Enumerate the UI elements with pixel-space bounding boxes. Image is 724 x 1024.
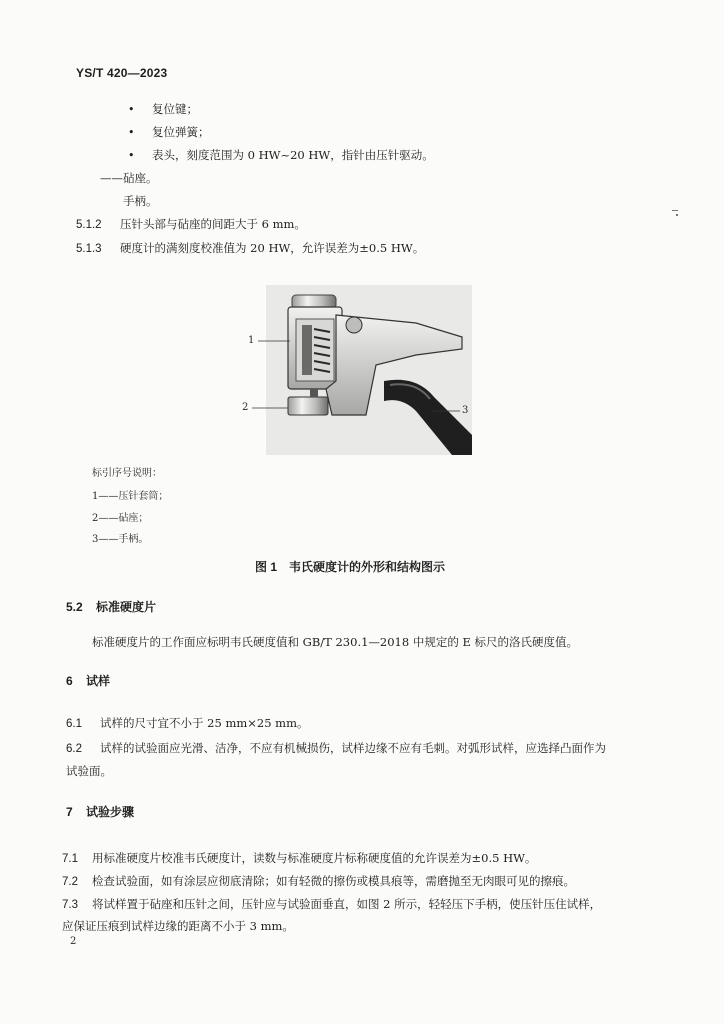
bullet-dot-icon: •: [128, 149, 135, 162]
section-heading-5-2: [66, 598, 156, 615]
legend-item: 1——压针套筒；: [92, 491, 169, 502]
clause-7-2: [62, 873, 575, 889]
clause-7-1: [62, 850, 536, 866]
bullet-dot-icon: •: [128, 103, 135, 116]
clause-text: 试样的尺寸宜不小于 25 mm×25 mm。: [100, 716, 309, 730]
clause-text: 压针头部与砧座的间距大于 6 mm。: [120, 217, 306, 231]
clause-number: 5.1.2: [76, 219, 102, 231]
clause-number: 7.1: [62, 853, 78, 865]
bullet-text: 表头，刻度范围为 0 HW~20 HW，指针由压针驱动。: [152, 148, 434, 162]
clause-number: 7.3: [62, 899, 78, 911]
section-number: 7: [66, 805, 73, 819]
clause-text: 将试样置于砧座和压针之间，压针应与试验面垂直，如图 2 所示，轻轻压下手柄，使压针压住试样，: [92, 897, 602, 911]
section-number: 5.2: [66, 600, 83, 614]
section-title: 试样: [86, 674, 111, 688]
section-number: 6: [66, 674, 73, 688]
bullet-text: 复位键；: [152, 102, 198, 116]
dash-text: 砧座。: [123, 171, 158, 185]
clause-6-2-continued: 试验面。: [66, 764, 112, 778]
clause-text: 硬度计的满刻度校准值为 20 HW，允许误差为±0.5 HW。: [120, 241, 425, 255]
section-body-5-2: 标准硬度片的工作面应标明韦氏硬度值和 GB/T 230.1—2018 中规定的 E 标尺的洛氏硬度值。: [92, 635, 579, 649]
clause-7-3-continued: 应保证压痕到试样边缘的距离不小于 3 mm。: [62, 919, 294, 933]
standard-code-header: YS/T 420—2023: [76, 66, 168, 80]
scan-speck: [676, 214, 678, 216]
bullet-text: 复位弹簧；: [152, 125, 210, 139]
clause-7-3: [62, 896, 601, 912]
dash-text: 手柄。: [123, 194, 158, 208]
clause-number: 6.2: [66, 743, 82, 755]
page-number: 2: [70, 936, 77, 947]
legend-item: 2——砧座；: [92, 513, 149, 524]
clause-text: 试样的试验面应光滑、洁净，不应有机械损伤，试样边缘不应有毛刺。对弧形试样，应选择凸面作为: [100, 741, 606, 755]
scan-speck: [672, 210, 678, 211]
clause-number: 7.2: [62, 876, 78, 888]
section-title: 试验步骤: [86, 805, 135, 819]
dash-prefix: ——: [100, 171, 123, 185]
figure-caption: 图 1 韦氏硬度计的外形和结构图示: [255, 560, 446, 574]
section-heading-6: [66, 672, 110, 689]
clause-6-2: [66, 740, 606, 756]
callout-number-1: 1: [248, 335, 255, 346]
clause-6-1: [66, 715, 309, 731]
callout-number-2: 2: [242, 402, 249, 413]
callout-number-3: 3: [462, 405, 469, 416]
clause-number: 6.1: [66, 718, 82, 730]
section-title: 标准硬度片: [96, 600, 157, 614]
clause-text: 用标准硬度片校准韦氏硬度计，读数与标准硬度片标称硬度值的允许误差为±0.5 HW。: [92, 851, 537, 865]
clause-number: 5.1.3: [76, 243, 102, 255]
clause-text: 检查试验面，如有涂层应彻底清除；如有轻微的擦伤或模具痕等，需磨抛至无肉眼可见的擦痕。: [92, 874, 575, 888]
legend-item: 3——手柄。: [92, 534, 149, 545]
section-heading-7: [66, 803, 134, 820]
legend-title: 标引序号说明：: [92, 468, 162, 479]
bullet-dot-icon: •: [128, 126, 135, 139]
